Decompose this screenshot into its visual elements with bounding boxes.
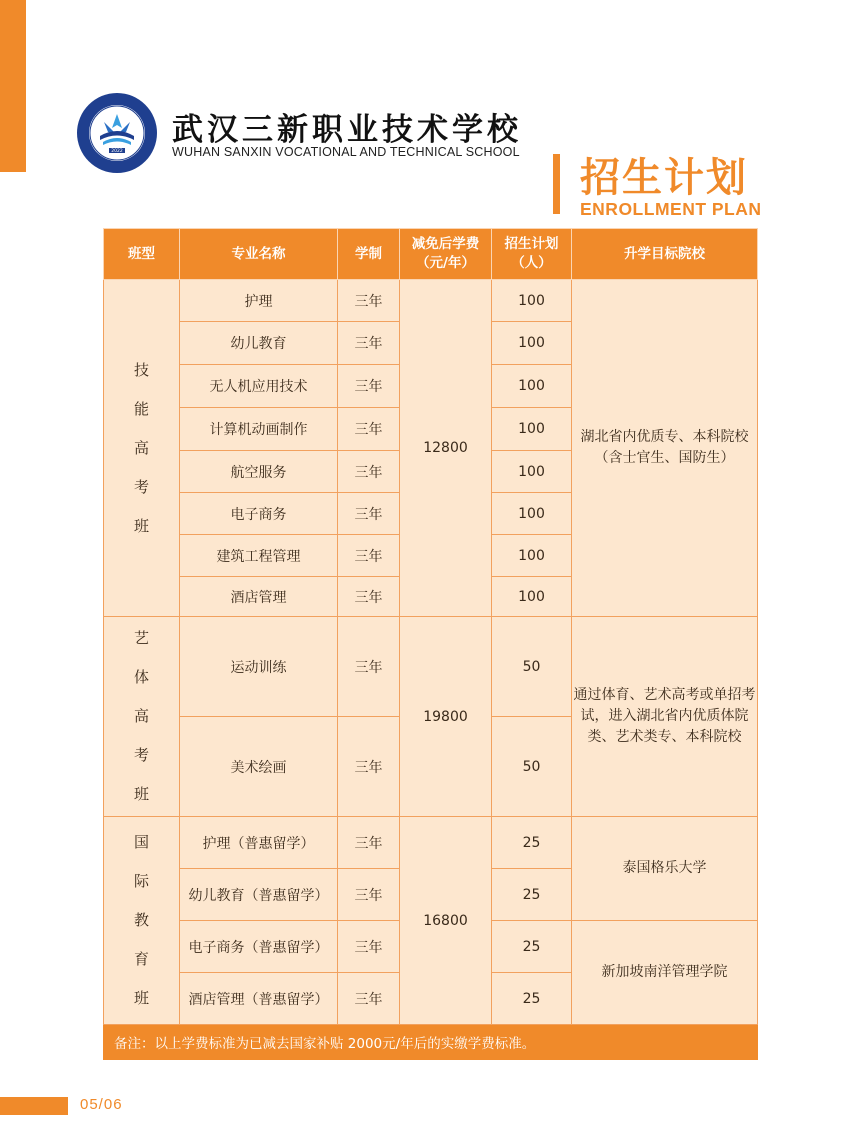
major-cell: 酒店管理（普惠留学） <box>180 973 338 1025</box>
corner-accent-bar <box>0 0 26 172</box>
quota-cell: 50 <box>492 717 572 817</box>
duration-cell: 三年 <box>338 365 400 408</box>
quota-cell: 100 <box>492 493 572 535</box>
duration-cell: 三年 <box>338 493 400 535</box>
major-cell: 幼儿教育 <box>180 322 338 365</box>
quota-cell: 100 <box>492 577 572 617</box>
header-duration: 学制 <box>338 229 400 280</box>
section-title-en: ENROLLMENT PLAN <box>580 199 762 219</box>
table-header-row <box>104 229 758 280</box>
class-type-cell <box>104 817 180 1025</box>
quota-cell: 100 <box>492 535 572 577</box>
duration-cell: 三年 <box>338 617 400 717</box>
duration-cell: 三年 <box>338 322 400 365</box>
quota-cell: 25 <box>492 921 572 973</box>
major-cell: 护理 <box>180 280 338 322</box>
duration-cell: 三年 <box>338 577 400 617</box>
major-cell: 美术绘画 <box>180 717 338 817</box>
major-cell: 航空服务 <box>180 451 338 493</box>
note-text: 备注：以上学费标准为已减去国家补贴 2000元/年后的实缴学费标准。 <box>104 1025 758 1060</box>
quota-cell: 25 <box>492 817 572 869</box>
header-target: 升学目标院校 <box>572 229 758 280</box>
quota-cell: 25 <box>492 869 572 921</box>
class-type-cell <box>104 617 180 817</box>
header-quota <box>492 229 572 280</box>
header-class-type: 班型 <box>104 229 180 280</box>
duration-cell: 三年 <box>338 451 400 493</box>
quota-cell: 100 <box>492 322 572 365</box>
note-row <box>104 1025 758 1060</box>
tuition-cell: 12800 <box>400 280 492 617</box>
quota-cell: 100 <box>492 451 572 493</box>
major-cell: 电子商务 <box>180 493 338 535</box>
quota-cell: 100 <box>492 408 572 451</box>
duration-cell: 三年 <box>338 869 400 921</box>
section-accent-bar <box>553 154 560 214</box>
header-tuition <box>400 229 492 280</box>
table-row <box>104 617 758 717</box>
major-cell: 电子商务（普惠留学） <box>180 921 338 973</box>
major-cell: 幼儿教育（普惠留学） <box>180 869 338 921</box>
duration-cell: 三年 <box>338 280 400 322</box>
quota-cell: 25 <box>492 973 572 1025</box>
major-cell: 建筑工程管理 <box>180 535 338 577</box>
tuition-cell: 19800 <box>400 617 492 817</box>
header-major: 专业名称 <box>180 229 338 280</box>
table-row <box>104 280 758 322</box>
duration-cell: 三年 <box>338 408 400 451</box>
table-row <box>104 817 758 869</box>
duration-cell: 三年 <box>338 535 400 577</box>
major-cell: 酒店管理 <box>180 577 338 617</box>
target-cell: 泰国格乐大学 <box>572 817 758 921</box>
school-name-cn: 武汉三新职业技术学校 <box>172 112 522 148</box>
header-quota-line2: （人） <box>511 255 552 271</box>
header-tuition-line1: 减免后学费 <box>411 236 480 252</box>
section-title: 招生计划 <box>580 155 748 201</box>
school-name-en: WUHAN SANXIN VOCATIONAL AND TECHNICAL SCHOOL <box>172 145 520 159</box>
class-type-cell <box>104 280 180 617</box>
header-quota-line1: 招生计划 <box>504 236 559 252</box>
target-cell: 湖北省内优质专、本科院校（含士官生、国防生） <box>572 280 758 617</box>
class-type-label: 艺体高考班 <box>133 629 149 803</box>
tuition-cell: 16800 <box>400 817 492 1025</box>
header-tuition-line2: （元/年） <box>416 255 475 271</box>
major-cell: 护理（普惠留学） <box>180 817 338 869</box>
duration-cell: 三年 <box>338 817 400 869</box>
major-cell: 计算机动画制作 <box>180 408 338 451</box>
class-type-label: 技能高考班 <box>133 360 149 535</box>
duration-cell: 三年 <box>338 973 400 1025</box>
target-cell: 新加坡南洋管理学院 <box>572 921 758 1025</box>
major-cell: 运动训练 <box>180 617 338 717</box>
quota-cell: 100 <box>492 365 572 408</box>
duration-cell: 三年 <box>338 717 400 817</box>
class-type-label: 国际教育班 <box>133 833 149 1007</box>
duration-cell: 三年 <box>338 921 400 973</box>
quota-cell: 50 <box>492 617 572 717</box>
page-number: 05/06 <box>80 1096 123 1113</box>
school-emblem-icon <box>76 92 158 174</box>
target-cell: 通过体育、艺术高考或单招考试，进入湖北省内优质体院类、艺术类专、本科院校 <box>572 617 758 817</box>
footer-accent-bar <box>0 1097 68 1115</box>
enrollment-table <box>103 228 758 1060</box>
emblem-year: 2022 <box>111 149 123 154</box>
quota-cell: 100 <box>492 280 572 322</box>
major-cell: 无人机应用技术 <box>180 365 338 408</box>
